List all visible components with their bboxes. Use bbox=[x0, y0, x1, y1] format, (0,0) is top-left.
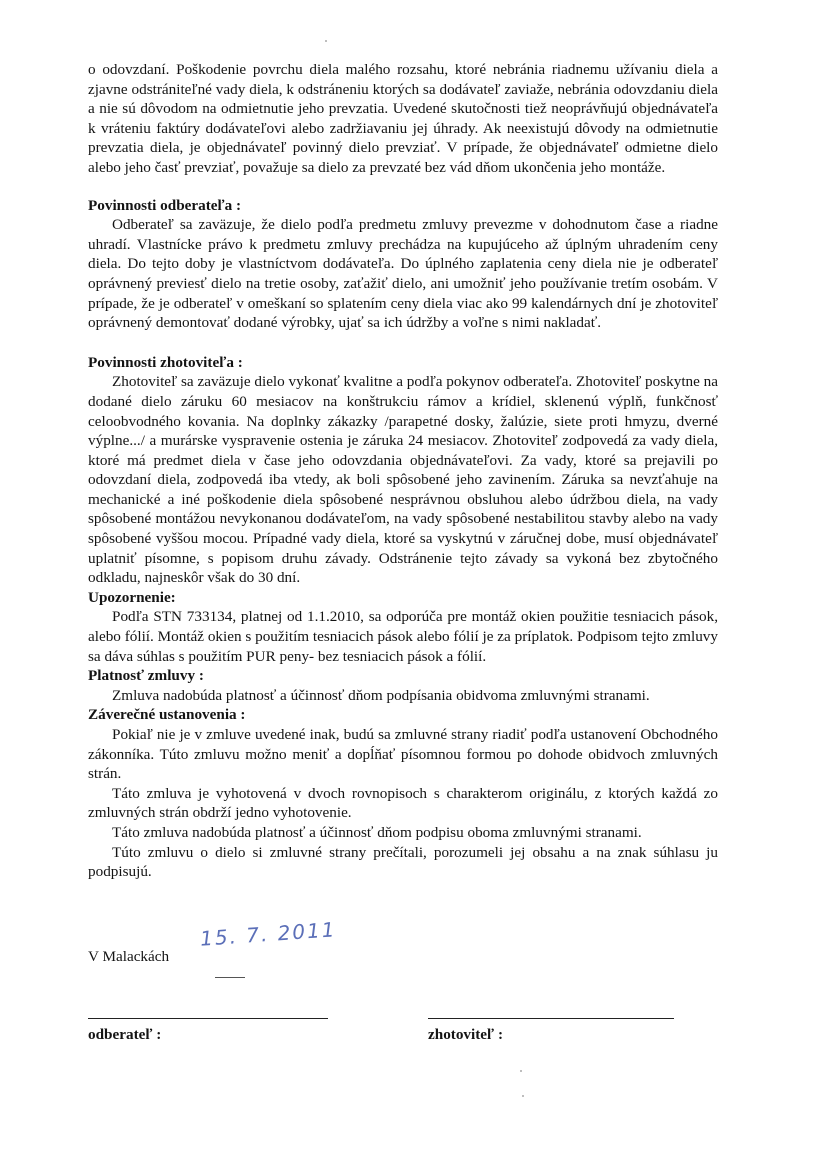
scan-speck bbox=[520, 1070, 522, 1072]
heading-validity: Platnosť zmluvy : bbox=[88, 667, 204, 685]
paragraph-final-provisions-4: Túto zmluvu o dielo si zmluvné strany prečítali, porozumeli jej obsahu a na znak súhlasu ju podpisujú. bbox=[88, 843, 718, 881]
customer-signature-line bbox=[88, 1018, 328, 1019]
paragraph-final-provisions-1: Pokiaľ nie je v zmluve uvedené inak, budú sa zmluvné strany riadiť podľa ustanovení Obchodného zákonníka. Túto zmluvu možno meniť a dopĺňať písomnou formou po dohode obidvoch zmluvných strán. bbox=[88, 726, 718, 783]
scan-speck bbox=[325, 40, 327, 42]
handwritten-date: 15. 7. 2011 bbox=[199, 917, 338, 951]
pen-mark bbox=[215, 977, 245, 978]
contractor-signature-label: zhotoviteľ : bbox=[428, 1026, 504, 1043]
heading-final-provisions: Záverečné ustanovenia : bbox=[88, 706, 246, 724]
paragraph-contractor-obligations: Zhotoviteľ sa zaväzuje dielo vykonať kvalitne a podľa pokynov odberateľa. Zhotoviteľ poskytne na dodané dielo záruku 60 mesiacov na konštrukciu rámov a krídiel, sklenenú výplň, funkčnosť celoobvodného kovania. Na doplnky zákazky /parapetné dosky, žalúzie, siete proti hmyzu, dverné výplne.../ a murárske vyspravenie ostenia je záruka 24 mesiacov. Zhotoviteľ zodpovedá za vady diela, ktoré má predmet diela v čase jeho odovzdania objednávateľovi. Za vady, ktoré sa prejavili po odovzdaní diela, zodpovedá iba vtedy, ak boli spôsobené jeho zavinením. Záruka sa nevzťahuje na mechanické a iné poškodenie diela spôsobené nesprávnou obsluhou alebo údržbou diela, na vady spôsobené montážou nevykonanou dodávateľom, na vady spôsobené nestabilitou stavby alebo na vady spôsobené vyššou mocou. Prípadné vady diela, ktoré sa vyskytnú v záručnej dobe, musí objednávateľ uplatniť písomne, s popisom druhu závady. Odstránenie tejto závady sa vykoná bez zbytočného odkladu, najneskôr však do 30 dní. bbox=[88, 373, 719, 587]
signing-place: V Malackách bbox=[88, 948, 170, 965]
heading-contractor-obligations: Povinnosti zhotoviteľa : bbox=[88, 353, 243, 371]
paragraph-customer-obligations: Odberateľ sa zaväzuje, že dielo podľa predmetu zmluvy prevezme v dohodnutom čase a riadne uhradí. Vlastnícke právo k predmetu zmluvy prechádza na kupujúceho až úplným uhradením ceny diela. Do tejto doby je vlastníctvom dodávateľa. Do úplného zaplatenia ceny diela nie je odberateľ oprávnený previesť dielo na tretie osoby, zaťažiť dielo, ani umožniť jeho používanie tretím osobám. V prípade, že je odberateľ v omeškaní so splatením ceny diela viac ako 99 kalendárnych dní je zhotoviteľ oprávnený demontovať dodané výrobky, ujať sa ich údržby a voľne s nimi nakladať. bbox=[88, 216, 718, 332]
contract-text bbox=[88, 60, 718, 882]
contractor-signature-line bbox=[428, 1018, 674, 1019]
paragraph-validity: Zmluva nadobúda platnosť a účinnosť dňom podpísania obidvoma zmluvnými stranami. bbox=[112, 686, 650, 704]
customer-signature-label: odberateľ : bbox=[88, 1026, 162, 1043]
paragraph-notice: Podľa STN 733134, platnej od 1.1.2010, sa odporúča pre montáž okien použitie tesniacich pások, alebo fólií. Montáž okien s použitím tesniacich pások alebo fólií je za príplatok. Podpisom tejto zmluvy sa dáva súhlas s použitím PUR peny- bez tesniacich pások a fólií. bbox=[88, 608, 718, 665]
paragraph-handover: o odovzdaní. Poškodenie povrchu diela malého rozsahu, ktoré nebránia riadnemu užívaniu diela a zjavne odstrániteľné vady diela, k odstráneniu ktorých sa dodávateľ zaviaže, nebránia odovzdaniu diela a nie sú dôvodom na odmietnutie jeho prevzatia. Uvedené skutočnosti tiež neoprávňujú objednávateľa k vráteniu faktúry dodávateľovi alebo zadržiavaniu jej úhrady. Ak neexistujú dôvody na odmietnutie prevzatia diela, je objednávateľ povinný dielo prevziať. V prípade, že objednávateľ odmietne dielo alebo jeho časť prevziať, považuje sa dielo za prevzaté bez vád dňom ukončenia jeho montáže. bbox=[88, 61, 718, 176]
heading-notice: Upozornenie: bbox=[88, 588, 176, 606]
heading-customer-obligations: Povinnosti odberateľa : bbox=[88, 196, 242, 214]
paragraph-final-provisions-2: Táto zmluva je vyhotovená v dvoch rovnopisoch s charakterom originálu, z ktorých každá zo zmluvných strán obdrží jedno vyhotovenie. bbox=[88, 784, 718, 822]
scan-speck bbox=[522, 1095, 524, 1097]
paragraph-final-provisions-3: Táto zmluva nadobúda platnosť a účinnosť dňom podpisu oboma zmluvnými stranami. bbox=[112, 823, 642, 841]
